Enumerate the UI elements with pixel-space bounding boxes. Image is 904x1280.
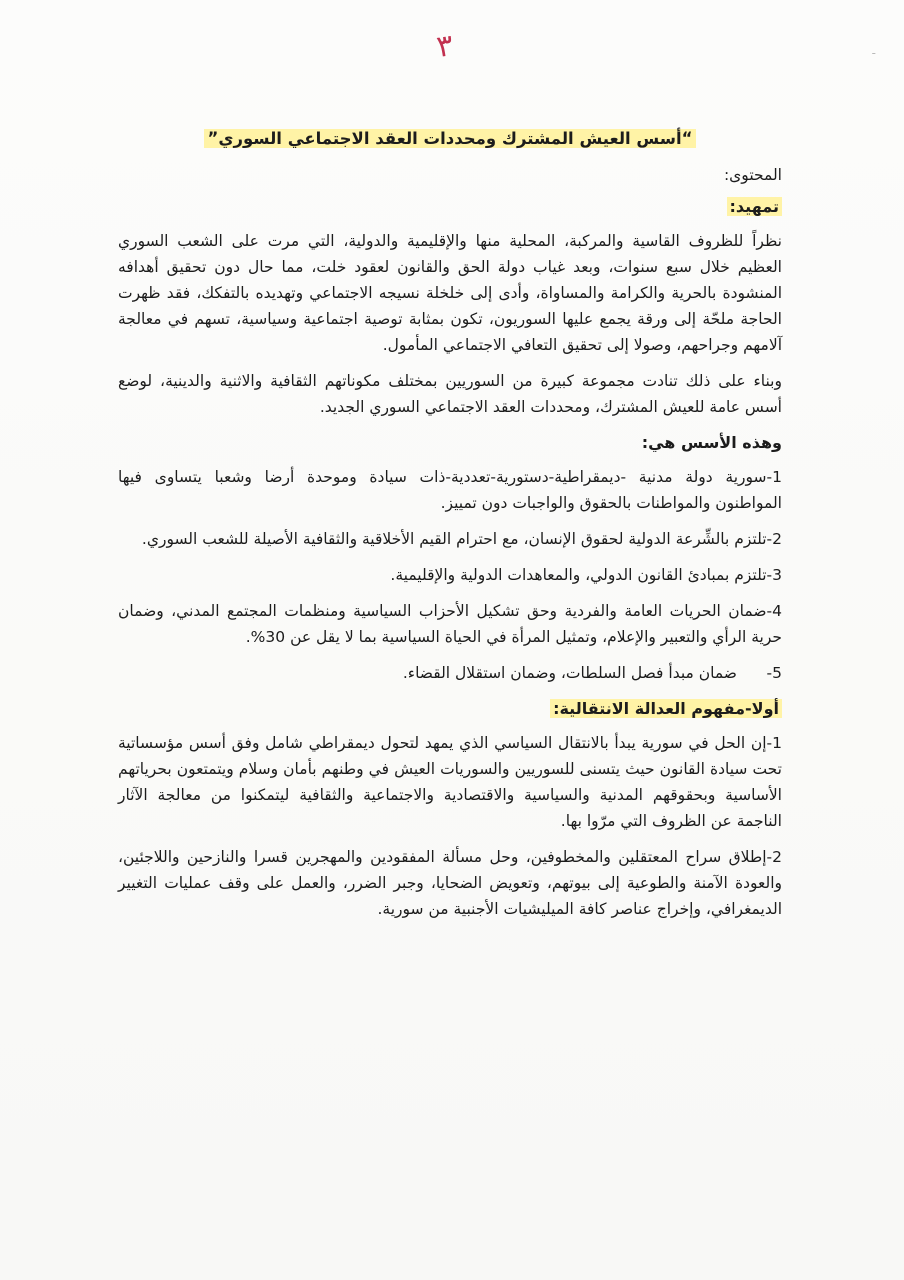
foundation-item: 3-تلتزم بمبادئ القانون الدولي، والمعاهدات الدولية والإقليمية. [390,566,782,584]
document-title-text: “أسس العيش المشترك ومحددات العقد الاجتماعي السوري” [204,129,697,148]
foundation-item: 2-تلتزم بالشِّرعة الدولية لحقوق الإنسان، مع احترام القيم الأخلاقية والثقافية الأصيلة للشعب السوري. [141,530,782,548]
intro-paragraph: نظراً للظروف القاسية والمركبة، المحلية منها والإقليمية والدولية، التي مرت على الشعب السوري العظيم خلال سبع سنوات، وبعد غياب دولة الحق والقانون لعقود خلت، مما حال دون تحقيق أهدافه المنشودة بالحرية والكرامة والمساواة، وأدى إلى خلخلة نسيجه الاجتماعي وتهديده بالتفكك، فقد ظهرت الحاجة ملحّة إلى ورقة يجمع عليها السوريون، تكون بمثابة توصية اجتماعية وسياسية، تسهم في معالجة آلامهم وجراحهم، وصولا إلى تحقيق التعافي الاجتماعي المأمول. [118,232,782,354]
section1-heading [118,696,782,722]
foundation-item: 1-سورية دولة مدنية -ديمقراطية-دستورية-تعددية-ذات سيادة وموحدة أرضا وشعبا يتساوى فيها المواطنون والمواطنات بالحقوق والواجبات دون تمييز. [118,468,782,512]
foundation-item-5-number: 5- [766,664,782,682]
document-title [118,126,782,152]
intro-heading-text: تمهيد: [727,197,782,216]
foundation-item-5 [118,660,782,686]
intro-paragraph: وبناء على ذلك تنادت مجموعة كبيرة من السوريين بمختلف مكوناتهم الثقافية والاثنية والدينية، لوضع أسس عامة للعيش المشترك، ومحددات العقد الاجتماعي السوري الجديد. [118,372,782,416]
handwritten-page-number: ٣ [434,28,456,65]
section1-heading-text: أولا-مفهوم العدالة الانتقالية: [550,699,782,718]
foundations-heading: وهذه الأسس هي: [641,433,782,452]
section1-item: 1-إن الحل في سورية يبدأ بالانتقال السياسي الذي يمهد لتحول ديمقراطي شامل وفق أسس مؤسساتية تحت سيادة القانون حيث يتسنى للسوريين والسوريات العيش في وطنهم بأمان وسلام ويتمتعون بحرياتهم الأساسية وبحقوقهم المدنية والسياسية والاقتصادية والاجتماعية والثقافية ليتمكنوا من معالجة الآثار الناجمة عن الظروف التي مرّوا بها. [118,734,782,830]
document-body [118,126,782,932]
foundation-item: 4-ضمان الحريات العامة والفردية وحق تشكيل الأحزاب السياسية ومنظمات المجتمع المدني، وضمان حرية الرأي والتعبير والإعلام، وتمثيل المرأة في الحياة السياسية بما لا يقل عن 30%. [118,602,782,646]
contents-label: المحتوى: [723,166,782,184]
foundation-item-5-text: ضمان مبدأ فصل السلطات، وضمان استقلال القضاء. [402,664,737,682]
intro-heading [118,194,782,220]
section1-item: 2-إطلاق سراح المعتقلين والمخطوفين، وحل مسألة المفقودين والمهجرين قسرا والنازحين واللاجئين، والعودة الآمنة والطوعية إلى بيوتهم، وتعويض الضحايا، وجبر الضرر، والعمل على وقف عمليات التغيير الديمغرافي، وإخراج عناصر كافة الميليشيات الأجنبية من سورية. [118,848,782,918]
corner-mark: - [871,46,876,60]
